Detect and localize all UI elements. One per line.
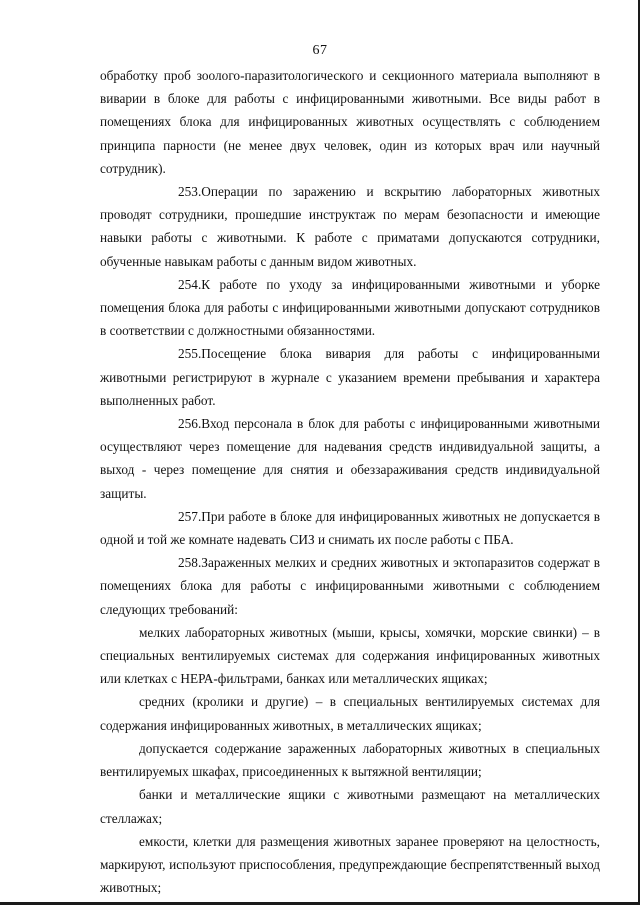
paragraph-text: Посещение блока вивария для работы с инфицированными животными регистрируют в журнале с указанием времени пребывания и характера выполненных работ. [100, 346, 600, 408]
list-item [100, 830, 600, 900]
paragraph-254 [100, 273, 600, 343]
paragraph-number: 255. [178, 346, 202, 362]
paragraph-text: обработку проб зоолого-паразитологического и секционного материала выполняют в виварии в блоке для работы с инфицированными животными. Все виды работ в помещениях блока для инфицированных животных осуществлять с соблюдением принципа парности (не менее двух человек, один из которых врач или научный сотрудник). [100, 68, 600, 176]
paragraph-text: Зараженных мелких и средних животных и эктопаразитов содержат в помещениях блока для работы с инфицированными животными с соблюдением следующих требований: [100, 555, 600, 617]
list-item [100, 690, 600, 736]
list-item-text: допускается содержание зараженных лабораторных животных в специальных вентилируемых шкафах, присоединенных к вытяжной вентиляции; [100, 740, 600, 780]
paragraph-text: К работе по уходу за инфицированными животными и уборке помещения блока для работы с инфицированными животными допускают сотрудников в соответствии с должностными обязанностями. [100, 276, 600, 339]
list-item-text: мелких лабораторных животных (мыши, крысы, хомячки, морские свинки) – в специальных вентилируемых системах для содержания инфицированных животных или клетках с НЕРА-фильтрами, банках или металлических ящиках; [100, 624, 600, 687]
list-item-text: банки и металлические ящики с животными размещают на металлических стеллажах; [100, 787, 600, 826]
paragraph-number: 257. [178, 508, 202, 524]
paragraph-258 [100, 551, 600, 621]
list-item-text: емкости, клетки для размещения животных заранее проверяют на целостность, маркируют, используют приспособления, предупреждающие беспрепятственный выход животных; [100, 833, 600, 896]
paragraph-number: 253. [178, 184, 202, 200]
list-item-text: средних (кролики и другие) – в специальных вентилируемых системах для содержания инфицированных животных, в металлических ящиках; [100, 694, 600, 733]
paragraph-continuation [100, 64, 600, 180]
paragraph-text: При работе в блоке для инфицированных животных не допускается в одной и той же комнате надевать СИЗ и снимать их после работы с ПБА. [100, 508, 600, 548]
list-item [100, 783, 600, 829]
page-number: 67 [312, 43, 328, 58]
list-item [100, 737, 600, 783]
document-body [100, 64, 600, 899]
list-item [100, 621, 600, 691]
paragraph-text: Операции по заражению и вскрытию лабораторных животных проводят сотрудники, прошедшие инструктаж по мерам безопасности и имеющие навыки работы с животными. К работе с приматами допускаются сотрудники, обученные навыкам работы с данным видом животных. [100, 184, 600, 269]
paragraph-257 [100, 505, 600, 551]
paragraph-255 [100, 342, 600, 412]
paragraph-256 [100, 412, 600, 505]
paragraph-number: 256. [178, 416, 202, 432]
paragraph-text: Вход персонала в блок для работы с инфицированными животными осуществляют через помещение для надевания средств индивидуальной защиты, а выход - через помещение для снятия и обеззараживания средств индивидуальной защиты. [100, 416, 600, 501]
paragraph-number: 258. [178, 555, 202, 571]
paragraph-number: 254. [178, 276, 202, 292]
paragraph-253 [100, 180, 600, 273]
